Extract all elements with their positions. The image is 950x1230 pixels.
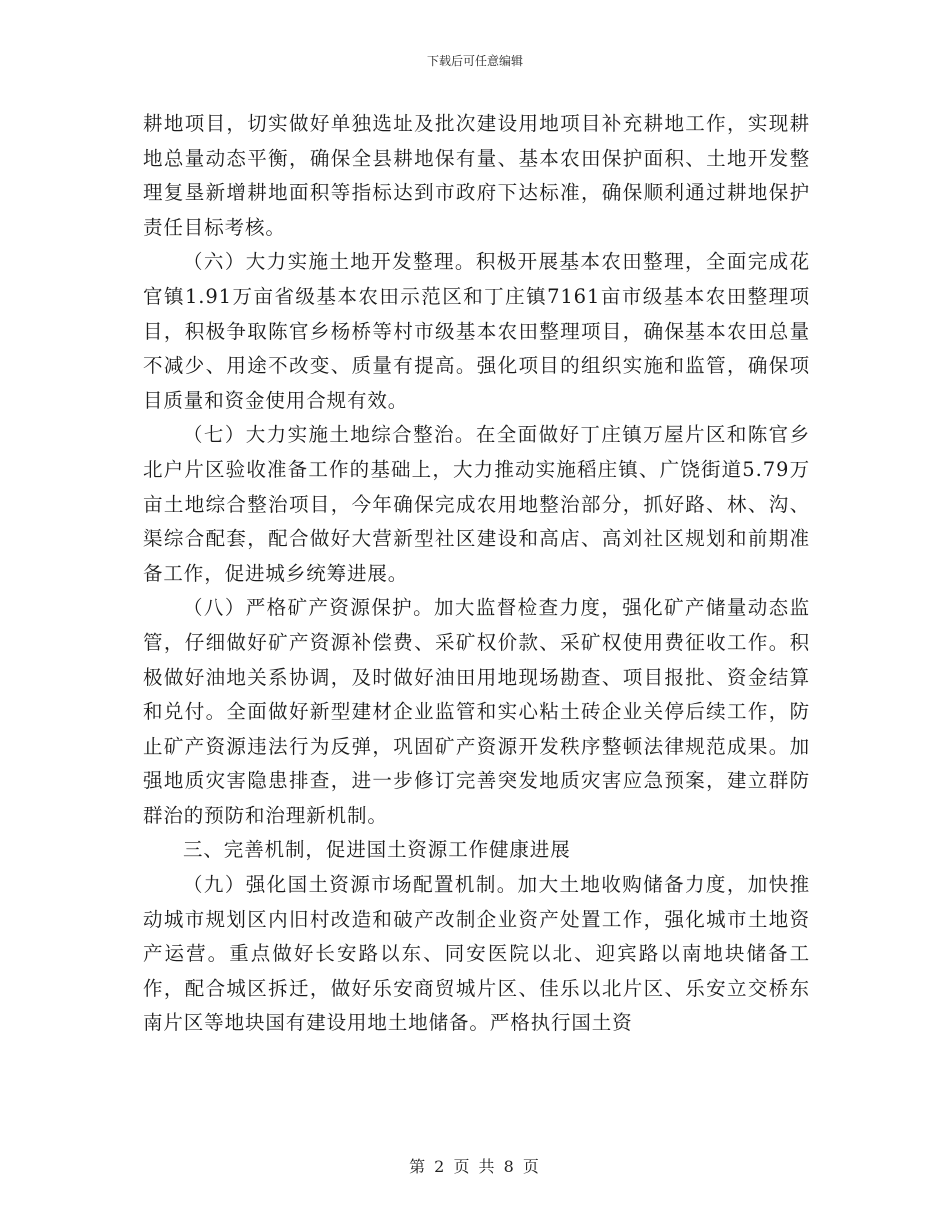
paragraph-continuation: 耕地项目，切实做好单独选址及批次建设用地项目补充耕地工作，实现耕地总量动态平衡，确保全县耕地保有量、基本农田保护面积、土地开发整理复垦新增耕地面积等指标达到市政府下达标准，确保顺利通过耕地保护责任目标考核。 [143, 112, 810, 239]
section-heading-three: 三、完善机制，促进国土资源工作健康进展 [183, 838, 571, 862]
paragraph-nine: （九）强化国土资源市场配置机制。加大土地收购储备力度，加快推动城市规划区内旧村改造和破产改制企业资产处置工作，强化城市土地资产运营。重点做好长安路以东、同安医院以北、迎宾路以南地块储备工作，配合城区拆迁，做好乐安商贸城片区、佳乐以北片区、乐安立交桥东南片区等地块国有建设用地土地储备。严格执行国土资 [143, 873, 810, 1035]
page-header-note: 下载后可任意编辑 [426, 54, 523, 68]
page-number-footer: 第 2 页 共 8 页 [409, 1157, 541, 1176]
paragraph-eight: （八）严格矿产资源保护。加大监督检查力度，强化矿产储量动态监管，仔细做好矿产资源补偿费、采矿权价款、采矿权使用费征收工作。积极做好油地关系协调，及时做好油田用地现场勘查、项目报批、资金结算和兑付。全面做好新型建材企业监管和实心粘土砖企业关停后续工作，防止矿产资源违法行为反弹，巩固矿产资源开发秩序整顿法律规范成果。加强地质灾害隐患排查，进一步修订完善突发地质灾害应急预案，建立群防群治的预防和治理新机制。 [143, 596, 810, 827]
paragraph-six: （六）大力实施土地开发整理。积极开展基本农田整理，全面完成花官镇1.91万亩省级基本农田示范区和丁庄镇7161亩市级基本农田整理项目，积极争取陈官乡杨桥等村市级基本农田整理项目，确保基本农田总量不减少、用途不改变、质量有提高。强化项目的组织实施和监管，确保项目质量和资金使用合规有效。 [143, 250, 810, 412]
document-body [143, 107, 810, 1041]
paragraph-seven: （七）大力实施土地综合整治。在全面做好丁庄镇万屋片区和陈官乡北户片区验收准备工作的基础上，大力推动实施稻庄镇、广饶街道5.79万亩土地综合整治项目，今年确保完成农用地整治部分，抓好路、林、沟、渠综合配套，配合做好大营新型社区建设和高店、高刘社区规划和前期准备工作，促进城乡统筹进展。 [143, 423, 810, 585]
